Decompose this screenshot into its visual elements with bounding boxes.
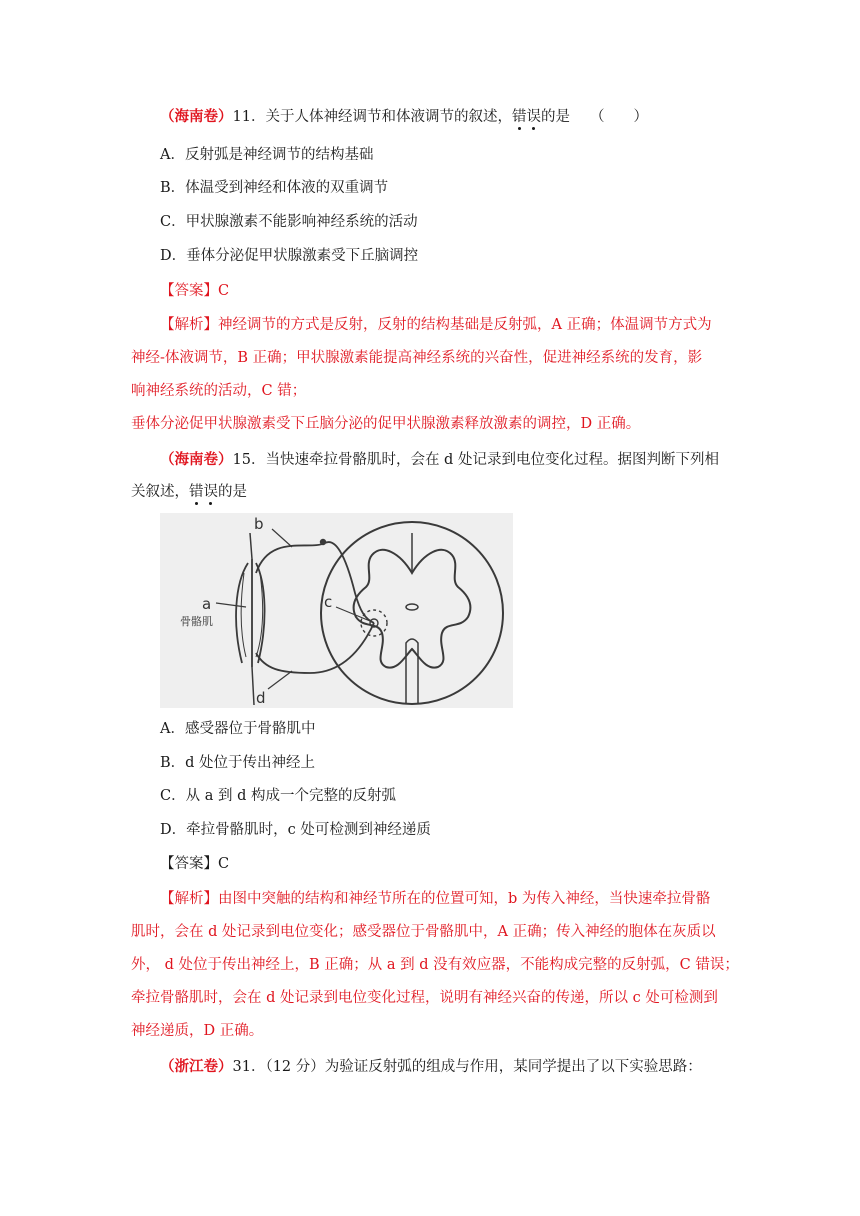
reflex-arc-diagram xyxy=(160,513,513,708)
q11-stem xyxy=(160,107,648,127)
q31-source: （浙江卷） xyxy=(160,1058,233,1075)
q15-option-c: C．从 a 到 d 构成一个完整的反射弧 xyxy=(160,788,396,804)
q15-analysis-line5: 神经递质，D 正确。 xyxy=(131,1023,264,1039)
q11-analysis-line2: 神经-体液调节，B 正确；甲状腺激素能提高神经系统的兴奋性，促进神经系统的发育，影 xyxy=(131,350,703,366)
q11-stem-after: 的是 xyxy=(540,109,570,125)
q11-answer: 【答案】C xyxy=(160,283,230,299)
q15-emph-char2: 误 xyxy=(203,484,218,500)
q15-option-b: B．d 处位于传出神经上 xyxy=(160,755,316,771)
q15-stem-line2-before: 关叙述， xyxy=(131,484,189,500)
leader-b xyxy=(272,529,292,547)
central-canal xyxy=(406,604,418,610)
q15-stem-line2 xyxy=(131,482,247,502)
figure-label-b: b xyxy=(254,515,264,533)
q31-stem-text: 31．（12 分）为验证反射弧的组成与作用，某同学提出了以下实验思路： xyxy=(232,1059,702,1075)
reflex-arc-figure xyxy=(160,513,513,708)
q15-option-a: A．感受器位于骨骼肌中 xyxy=(160,721,316,737)
q11-emph-char1: 错 xyxy=(511,109,527,125)
q11-analysis-line3: 响神经系统的活动，C 错； xyxy=(131,383,307,399)
q11-option-a: A．反射弧是神经调节的结构基础 xyxy=(160,147,374,163)
figure-label-a: a xyxy=(202,595,212,613)
figure-label-d: d xyxy=(256,689,266,707)
q11-source: （海南卷） xyxy=(160,108,233,125)
efferent-nerve xyxy=(256,623,374,673)
q15-emph-char1: 错 xyxy=(189,484,204,500)
q15-stem-text: 15．当快速牵拉骨骼肌时，会在 d 处记录到电位变化过程。据图判断下列相 xyxy=(232,452,719,468)
q15-source: （海南卷） xyxy=(160,451,233,468)
q11-stem-text: 11．关于人体神经调节和体液调节的叙述， xyxy=(232,109,512,125)
q15-analysis-line1: 【解析】由图中突触的结构和神经节所在的位置可知，b 为传入神经，当快速牵拉骨骼 xyxy=(160,891,711,907)
ganglion xyxy=(320,539,326,545)
q15-stem-line1 xyxy=(160,450,719,470)
afferent-nerve xyxy=(256,542,374,623)
q11-analysis-line1: 【解析】神经调节的方式是反射，反射的结构基础是反射弧，A 正确；体温调节方式为 xyxy=(160,317,712,333)
q11-emph-char2: 误 xyxy=(526,109,541,125)
q11-paren: （ ） xyxy=(589,109,648,125)
q11-option-c: C．甲状腺激素不能影响神经系统的活动 xyxy=(160,214,418,230)
q15-answer: 【答案】C xyxy=(160,856,230,872)
q11-analysis-line4: 垂体分泌促甲状腺激素受下丘脑分泌的促甲状腺激素释放激素的调控，D 正确。 xyxy=(131,416,641,432)
q15-analysis-line4: 牵拉骨骼肌时，会在 d 处记录到电位变化过程，说明有神经兴奋的传递，所以 c 处可检测到 xyxy=(131,990,718,1006)
figure-label-muscle: 骨骼肌 xyxy=(180,615,213,628)
q15-option-d: D．牵拉骨骼肌时，c 处可检测到神经递质 xyxy=(160,822,431,838)
leader-d xyxy=(268,671,292,689)
q11-option-b: B．体温受到神经和体液的双重调节 xyxy=(160,180,389,196)
q15-analysis-line3: 外， d 处位于传出神经上，B 正确；从 a 到 d 没有效应器，不能构成完整的反射弧，C 错误； xyxy=(131,957,739,973)
q15-stem-line2-after: 的是 xyxy=(218,484,247,500)
q15-analysis-line2: 肌时，会在 d 处记录到电位变化；感受器位于骨骼肌中，A 正确；传入神经的胞体在灰质以 xyxy=(131,924,716,940)
figure-label-c: c xyxy=(324,593,333,611)
q31-stem xyxy=(160,1057,702,1077)
q11-option-d: D．垂体分泌促甲状腺激素受下丘脑调控 xyxy=(160,248,419,264)
